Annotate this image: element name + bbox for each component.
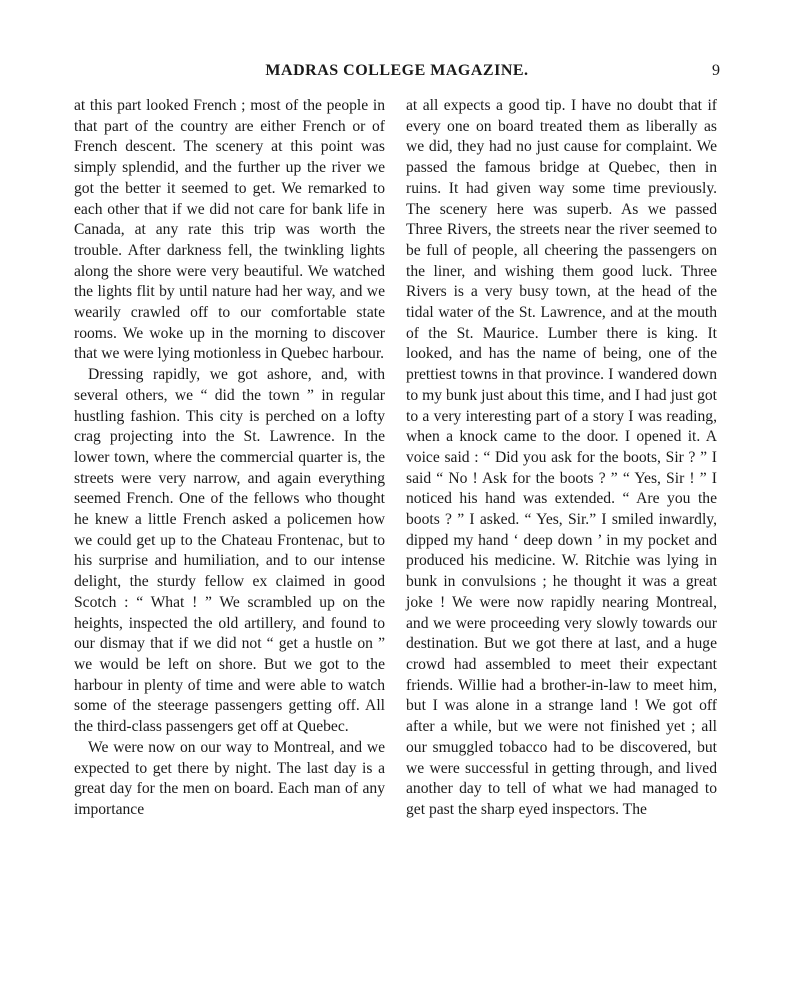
paragraph: We were now on our way to Montreal, and we expected to get there by night. The last day is a great day for the men on board. Each man of any importance (74, 738, 385, 818)
paragraph: at this part looked French ; most of the people in that part of the country are either French or of French descent. The scenery at this point was simply splendid, and the further up the river we got the better it seemed to get. We remarked to each other that if we did not care for bank life in Canada, at any rate this trip was worth the trouble. After darkness fell, the twinkling lights along the shore were very beautiful. We watched the lights flit by until nature had her way, and we wearily crawled off to our comfortable state rooms. We woke up in the morning to discover that we were lying motionless in Quebec harbour. (74, 97, 385, 363)
magazine-title: MADRAS COLLEGE MAGAZINE. (265, 62, 529, 79)
paragraph: Dressing rapidly, we got ashore, and, with several others, we “ did the town ” in regular hustling fashion. This city is perched on a lofty crag projecting into the St. Lawrence. In the lower town, where the commercial quarter is, the streets were very narrow, and again everything seemed French. One of the fellows who thought he knew a little French asked a policemen how we could get up to the Chateau Frontenac, but to his surprise and humiliation, and to our intense delight, the sturdy fellow ex claimed in good Scotch : “ What ! ” We scrambled up on the heights, inspected the old artillery, and found to our dismay that if we did not “ get a hustle on ” we would be left on shore. But we got to the harbour in plenty of time and were able to watch some of the steerage passengers getting off. All the third-class passengers get off at Quebec. (74, 366, 385, 736)
paragraph: at all expects a good tip. I have no doubt that if every one on board treated them as liberally as we did, they had no just cause for complaint. We passed the famous bridge at Quebec, then in ruins. It had given way some time previously. The scenery here was superb. As we passed Three Rivers, the streets near the river seemed to be full of people, all cheering the passengers on the liner, and wishing them good luck. Three Rivers is a very busy town, at the head of the tidal water of the St. Lawrence, and at the mouth of the St. Maurice. Lumber there is king. It looked, and has the name of being, one of the prettiest towns in that province. I wandered down to my bunk just about this time, and I had just got to a very interesting part of a story I was reading, when a knock came to the door. I opened it. A voice said : “ Did you ask for the boots, Sir ? ” I said “ No ! Ask for the boots ? ” “ Yes, Sir ! ” I noticed his hand was extended. “ Are you the boots ? ” I asked. “ Yes, Sir.” I smiled inwardly, dipped my hand ‘ deep down ’ in my pocket and produced his medicine. W. Ritchie was lying in bunk in convulsions ; he thought it was a great joke ! We were now rapidly nearing Montreal, and we were proceeding very slowly towards our destination. But we got there at last, and a huge crowd had assembled to meet their expectant friends. Willie had a brother-in-law to meet him, but I was alone in a strange land ! We got off after a while, but we were not finished yet ; all our smuggled tobacco had to be discovered, but we were successful in getting through, and lived another day to tell of what we had managed to get past the sharp eyed inspectors. The (406, 97, 717, 818)
page-number: 9 (712, 62, 720, 79)
page-header (74, 62, 720, 86)
left-column (74, 96, 385, 821)
right-column (406, 96, 717, 821)
